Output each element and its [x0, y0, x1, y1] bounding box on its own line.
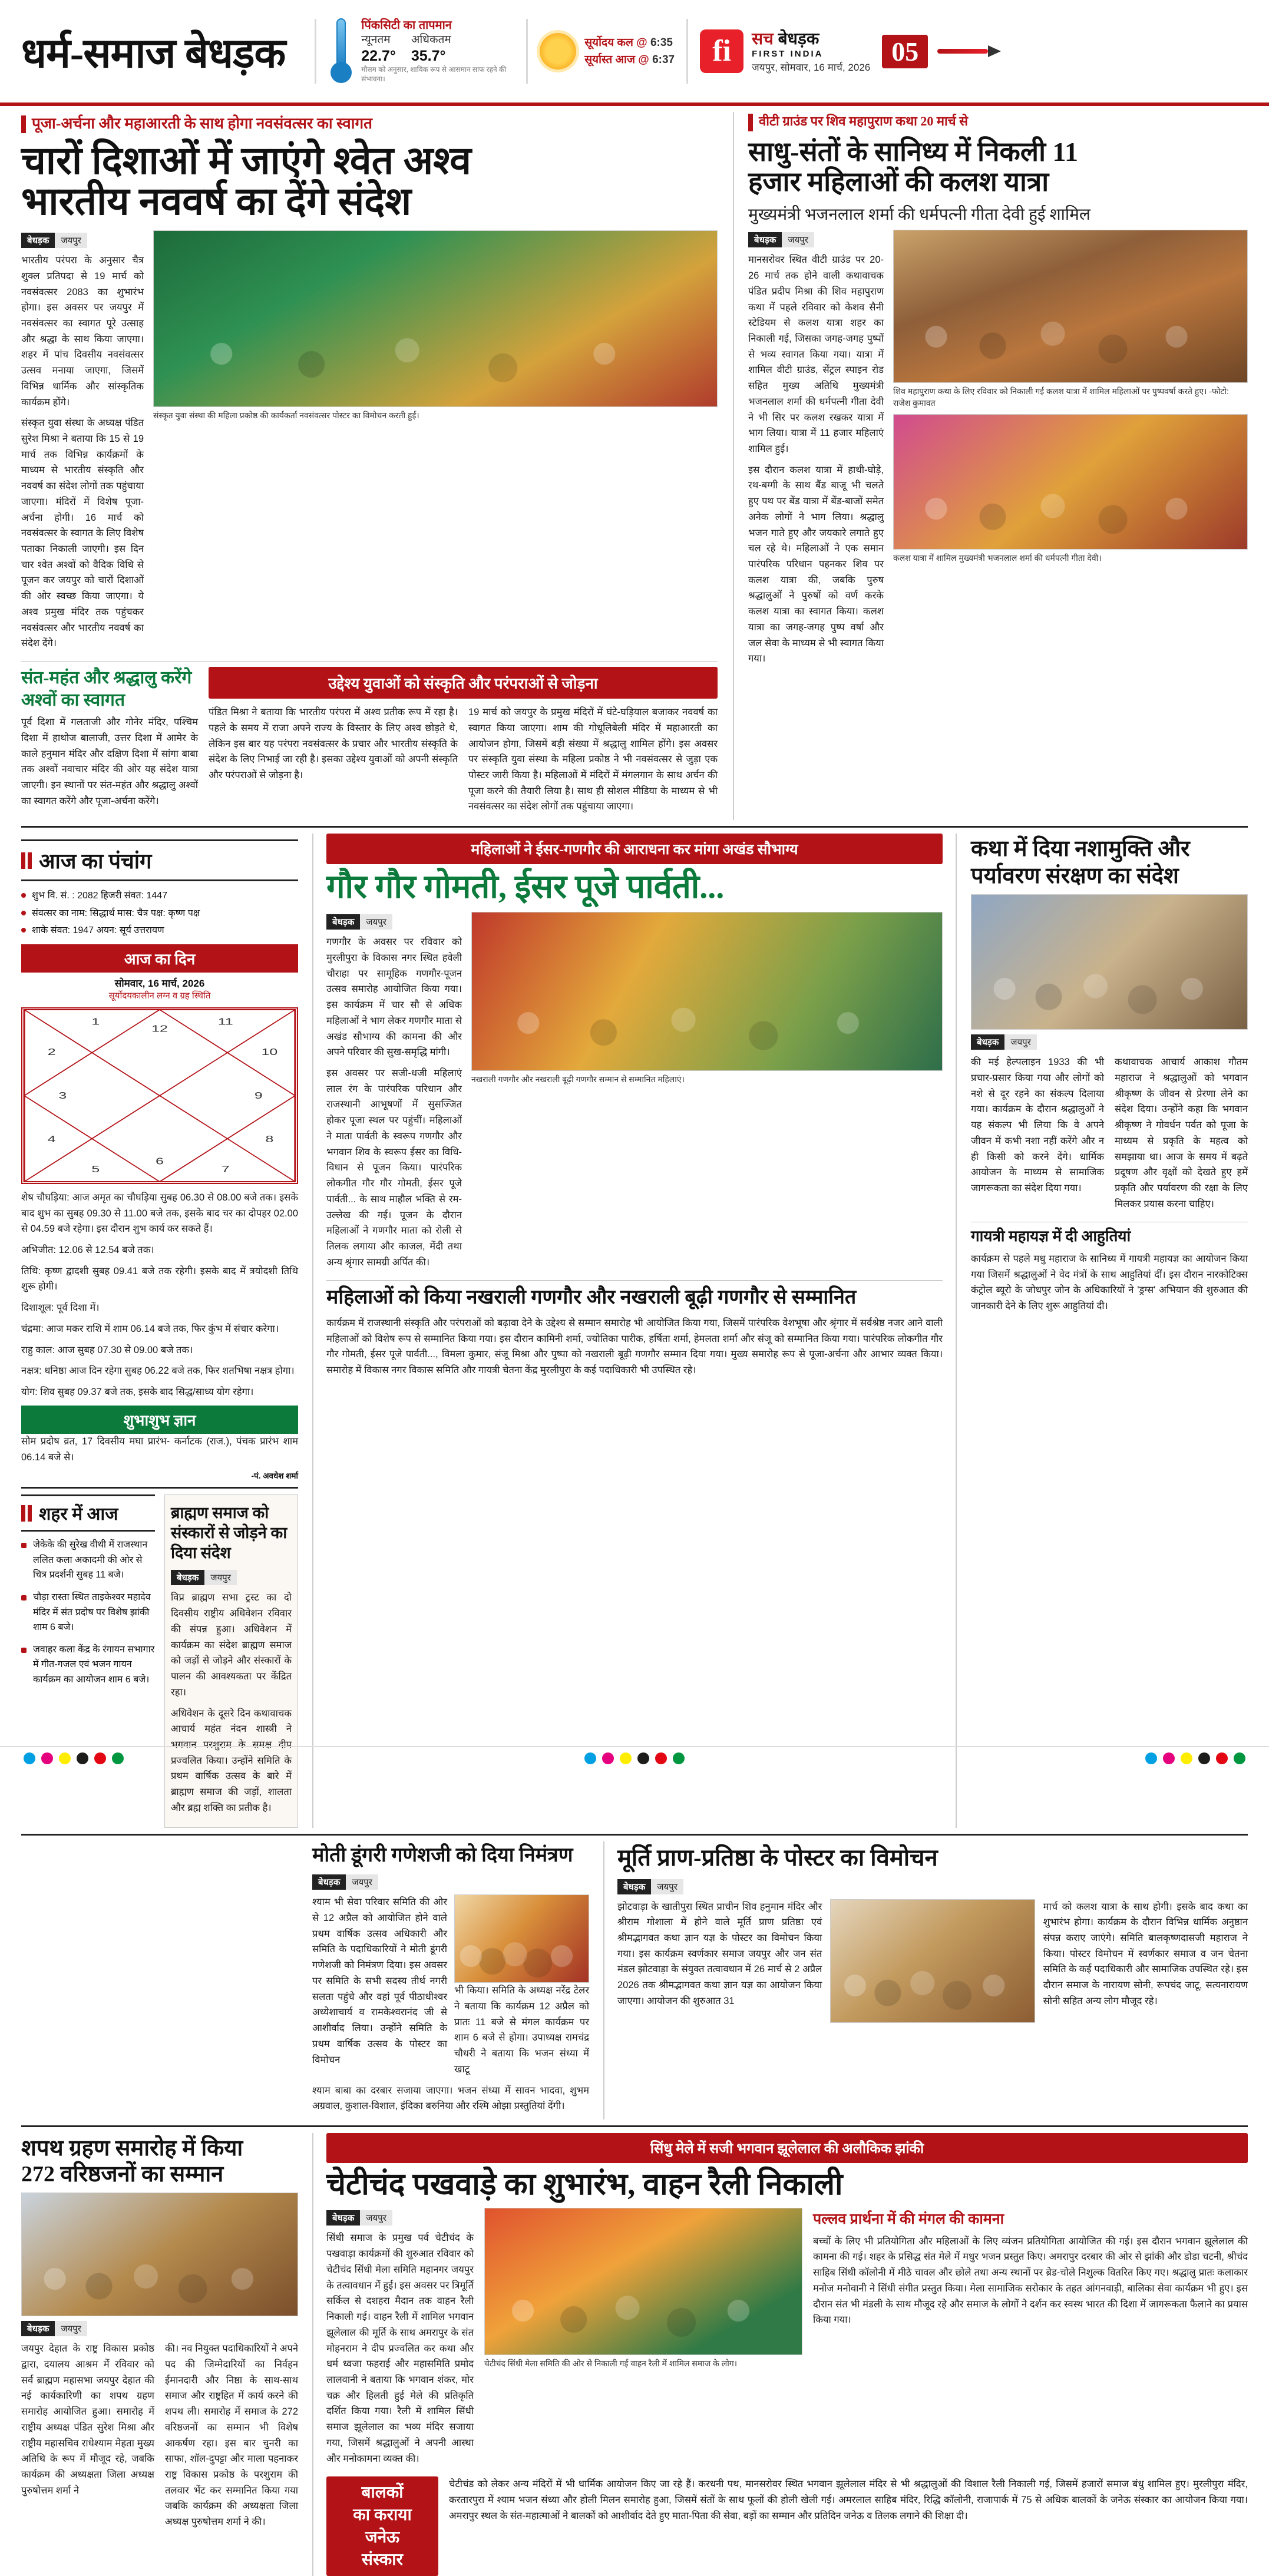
- katha-sub-headline: गायत्री महायज्ञ में दी आहुतियां: [971, 1228, 1131, 1245]
- byline: [171, 1570, 237, 1585]
- lead-left-kicker: पूजा-अर्चना और महाआरती के साथ होगा नवसंवत्सर का स्वागत: [32, 115, 372, 132]
- byline-source: बेधड़क: [748, 232, 782, 247]
- brahman-box: [164, 1494, 298, 1827]
- lead-left-headline-line2: भारतीय नववर्ष का देंगे संदेश: [21, 180, 412, 223]
- panchang-day-title: आज का दिन: [21, 944, 298, 973]
- byline-city: जयपुर: [1004, 1034, 1037, 1050]
- photo-kalash-yatra: [893, 230, 1248, 383]
- panchang-note: तिथि: कृष्ण द्वादशी सुबह 09.41 बजे तक रहेगी। इसके बाद में त्रयोदशी तिथि शुरू होगी।: [21, 1265, 298, 1292]
- svg-text:4: 4: [47, 1134, 56, 1145]
- photo-oath-ceremony: [21, 2193, 298, 2316]
- divider: [526, 19, 528, 84]
- brand-block: [700, 29, 870, 74]
- byline-source: बेधड़क: [326, 914, 360, 930]
- photo-murti-poster-release: [830, 1899, 1035, 2023]
- sun-times: [540, 33, 675, 70]
- panchang-items: [21, 887, 298, 940]
- byline-source: बेधड़क: [21, 233, 55, 248]
- byline: [312, 1874, 378, 1890]
- sunset-value: 6:37: [652, 54, 675, 66]
- list-item: जवाहर कला केंद्र के रंगायन सभागार में गीत-गजल एवं भजन गायन कार्यक्रम का आयोजन शाम 6 बजे।: [21, 1642, 155, 1688]
- pen-icon: [937, 43, 1002, 59]
- oath-col1: जयपुर देहात के राष्ट्र विकास प्रकोष्ठ द्वारा, दयालय आश्रम में रविवार को सर्व ब्राह्मण महासभा जयपुर देहात की नई कार्यकारिणी का शपथ ग्रहण समारोह आयोजित हुआ। समारोह में राष्ट्रीय अध्यक्ष पंडित सुरेश मिश्रा और राष्ट्रीय महासचिव राधेश्याम मेहता मुख्य अतिथि के रूप में मौजूद रहे, जबकि कार्यक्रम की अध्यक्षता जिला अध्यक्ष पुरुषोत्तम शर्मा ने: [21, 2343, 154, 2496]
- svg-text:9: 9: [254, 1090, 263, 1101]
- janeu-line2: का कराया: [353, 2506, 412, 2525]
- list-item: संवत्सर का नाम: सिद्धार्थ मास: चैत्र पक्ष: कृष्ण पक्ष: [21, 905, 298, 922]
- photo-caption: नखराली गणगौर और नखराली बूढ़ी गणगौर सम्मान से सम्मानित महिलाएं।: [471, 1074, 685, 1084]
- svg-text:2: 2: [47, 1047, 56, 1057]
- row-three: [312, 1841, 1248, 2120]
- brahman-para1: विप्र ब्राह्मण सभा ट्रस्ट का दो दिवसीय राष्ट्रीय अधिवेशन रविवार की संपन्न हुआ। अधिवेशन में कार्यक्रम का संदेश ब्राह्मण समाज को जड़ों से जोड़ने और संस्कारों के पालन की आवश्यकता पर केंद्रित रहा।: [171, 1592, 292, 1698]
- lead-story-right: [733, 112, 1248, 820]
- katha-story: [971, 834, 1248, 1827]
- lead-left-sub-headline: संत-महंत और श्रद्धालु करेंगे अश्वों का स्वागत: [21, 668, 192, 710]
- weather-widget: [328, 17, 514, 85]
- first-india-logo-icon: fi: [700, 29, 743, 73]
- sun-icon: [540, 33, 576, 70]
- moti-dungri-headline: मोती डूंगरी गणेशजी को दिया निमंत्रण: [312, 1844, 573, 1866]
- photo-geeta-devi: [893, 414, 1248, 550]
- photo-caption: कलश यात्रा में शामिल मुख्यमंत्री भजनलाल शर्मा की धर्मपत्नी गीता देवी।: [893, 553, 1102, 563]
- section-bars-icon: [21, 852, 32, 869]
- murti-headline: मूर्ति प्राण-प्रतिष्ठा के पोस्टर का विमोचन: [617, 1844, 938, 1871]
- city-today-header: [21, 1494, 155, 1532]
- lead-left-para2: संस्कृत युवा संस्था के अध्यक्ष पंडित सुरेश मिश्रा ने बताया कि 15 से 19 मार्च तक विभिन्न कार्यक्रमों के माध्यम से भारतीय संस्कृति और नववर्ष का संदेश लोगों तक पहुंचाया जाएगा। मंदिरों में विशेष पूजा-अर्चना होगी। 16 मार्च को नवसंवत्सर के स्वागत के लिए विशेष पताका निकाली जाएगी। इस दिन चार श्वेत अश्वों को वैदिक विधि से पूजन कर जयपुर को चारों दिशाओं की ओर स्वच्छ किया जाएगा। ये अश्व प्रमुख मंदिर तक पहुंचकर नवसंवत्सर और भारतीय नववर्ष का संदेश देंगे।: [21, 418, 144, 649]
- photo-caption: चेटीचंद सिंधी मेला समिति की ओर से निकाली गई वाहन रैली में शामिल समाज के लोग।: [484, 2359, 738, 2369]
- city-today-title: शहर में आज: [39, 1504, 118, 1525]
- gauri-sub-body: कार्यक्रम में राजस्थानी संस्कृति और परंपराओं को बढ़ावा देने के उद्देश्य से सम्मान समारोह भी आयोजित किया गया, जिसमें पारंपरिक वेशभूषा और श्रृंगार में सर्वश्रेष्ठ नजर आने वाली महिलाओं को विशेष रूप से सम्मानित किया गया। इस दौरान कामिनी शर्मा, ज्योतिका पारीक, हर्षिता शर्मा, हेमलता शर्मा और संजू को सम्मानित किया गया। पारंपरिक लोकगीत गौर गौर गोमती, ईसर पूजे पार्वती..., विमला कुमार, संजू मिश्रा और पुष्पा को नखराली बूढ़ी गणगौर सम्मान दिया गया। मुख्य समारोह रूप से पूजा-अर्चना और आभार व्यक्त किया। समारोह में विकास नगर विकास समिति और गायत्री चेतना केंद्र मुरलीपुरा के कई पदाधिकारी भी उपस्थित रहे।: [326, 1317, 943, 1376]
- sunset-label: सूर्यास्त आज @: [584, 54, 649, 66]
- row-middle: [21, 834, 1248, 1827]
- chetichand-col1: सिंधी समाज के प्रमुख पर्व चेटीचंद के पखवाड़ा कार्यक्रमों की शुरुआत रविवार को चेटीचंद सिंधी मेला समिति महानगर जयपुर के तत्वावधान में हुई। इस अवसर पर त्रिमूर्ति सर्किल से दशहरा मैदान तक वाहन रैली निकाली गई। वाहन रैली में शामिल भगवान झूलेलाल की मूर्ति के साथ अमरापुर के संत मोहनराम ने दीप प्रज्वलित कर कथा और धर्म ध्वजा फहराई और महासमिति प्रमोद लालवानी ने बताया कि भगवान शंकर, मोर चक्र और हिलती हुई मेले की प्रतिकृति दर्शित किया गया। रैली में शामिल सिंधी समाज झूलेलाल का भव्य मंदिर सजाया गया, जिसमें श्रद्धालुओं ने अपनी आस्था और मनोकामना व्यक्त की।: [326, 2233, 474, 2464]
- byline: [21, 233, 87, 248]
- brand-wordmark: FIRST INDIA: [752, 48, 824, 59]
- panchang-note: शेष चौघड़िया: आज अमृत का चौघड़िया सुबह 06.30 से 08.00 बजे तक। इसके बाद शुभ का सुबह 09.30 से 11.00 बजे तक, इसके बाद चर का दोपहर 02.00 से 04.59 बजे रहेगा। इस दौरान शुभ कार्य कर सकते हैं।: [21, 1192, 298, 1235]
- chetichand-side-body: चेटीचंड को लेकर अन्य मंदिरों में भी धार्मिक आयोजन किए जा रहे हैं। करधनी पथ, मानसरोवर स्थित भगवान झूलेलाल मंदिर से भी श्रद्धालुओं की विशाल रैली निकाली गई, जिसमें हजारों समाज बंधु शामिल हुए। मुरलीपुरा मंदिर, करतारपुरा में श्याम भजन संध्या और होली मिलन समारोह हुआ, जिसमें संतों के साथ फूलों की होली खेली गई। अमरलाल साहिब मंदिर, रिद्धि कॉलोनी, राजापार्क में 75 से अधिक बालकों के जनेऊ संस्कार का आयोजन किया गया। अमरापुर स्थल के संत-महात्माओं ने बालकों को आशीर्वाद देते हुए माता-पिता की सेवा, बड़ों का सम्मान और प्रतिदिन जनेऊ व तिलक लगाने की शिक्षा दी।: [449, 2479, 1248, 2521]
- list-item: चौड़ा रास्ता स्थित ताइकेश्वर महादेव मंदिर में संत प्रदोष पर विशेष झांकी शाम 6 बजे।: [21, 1590, 155, 1635]
- lead-right-para1: मानसरोवर स्थित वीटी ग्राउंड पर 20-26 मार्च तक होने वाली कथावाचक पंडित प्रदीप मिश्रा की शिव महापुराण कथा में पहले रविवार को केशव सैनी स्टेडियम से कलश यात्रा शहर का निकाली गई, जिसका जगह-जगह पुष्पों से भव्य स्वागत किया गया। यात्रा में शामिल वीटी ग्राउंड, सेंट्रल स्पाइन रोड सहित मुख्य अतिथि मुख्यमंत्री भजनलाल शर्मा की धर्मपत्नी गीता देवी ने भी सिर पर कलश रखकर यात्रा में भाग लिया। यात्रा में 11 हजार महिलाएं शामिल हुई।: [748, 254, 884, 454]
- byline-city: जयपुर: [651, 1879, 683, 1894]
- panchang-day-line2: सूर्योदयकालीन लग्न व ग्रह स्थिति: [108, 990, 211, 1001]
- lead-right-headline-line2: हजार महिलाओं की कलश यात्रा: [748, 167, 1049, 197]
- sunrise-label: सूर्योदय कल @: [584, 36, 647, 49]
- moti-dungri-col2: भी किया। समिति के अध्यक्ष नरेंद्र टेलर ने बताया कि कार्यक्रम 12 अप्रैल को प्रातः 11 बजे से मंगल कार्यक्रम पर शाम 6 बजे से होगा। उपाध्यक्ष रामचंद्र चौधरी ने बताया कि भजन संध्या में खाटू: [454, 1985, 589, 2075]
- panchang-day-line1: सोमवार, 16 मार्च, 2026: [114, 977, 205, 989]
- byline-city: जयपुर: [360, 2210, 392, 2226]
- photo-navsamvatsar-poster: [153, 230, 718, 407]
- lead-right-headline-line1: साधु-संतों के सानिध्य में निकली 11: [748, 137, 1078, 167]
- janeu-line4: संस्कार: [361, 2550, 404, 2569]
- lead-story-left: [21, 112, 718, 820]
- lead-left-redbox: उद्देश्य युवाओं को संस्कृति और परंपराओं से जोड़ना: [209, 667, 718, 699]
- list-item: शाके संवत: 1947 अयन: सूर्य उत्तरायण: [21, 922, 298, 940]
- gauri-kicker: महिलाओं ने ईसर-गणगौर की आराधना कर मांगा अखंड सौभाग्य: [326, 834, 943, 864]
- byline: [971, 1034, 1037, 1050]
- divider: [315, 19, 316, 84]
- row-lead: [21, 112, 1248, 820]
- temp-max-label: अधिकतम: [411, 34, 451, 47]
- oath-headline-line2: 272 वरिष्ठजनों का सम्मान: [21, 2161, 224, 2187]
- lead-right-subhead: मुख्यमंत्री भजनलाल शर्मा की धर्मपत्नी गीता देवी हुई शामिल: [748, 206, 1090, 224]
- lead-left-sub-right-1: पंडित मिश्रा ने बताया कि भारतीय परंपरा में अश्व प्रतीक रूप में रहा है। पहले के समय में राजा अपने राज्य के विस्तार के लिए अश्व छोड़ते थे, लेकिन इस बार यह परंपरा नवसंवत्सर के प्रचार और भारतीय संस्कृति के संदेश के लिए निभाई जा रही है। इसका उद्देश्य युवाओं को अपनी संस्कृति और परंपराओं से जोड़ना है।: [209, 707, 458, 781]
- city-and-brahman: [21, 1494, 298, 1827]
- svg-text:3: 3: [58, 1090, 67, 1101]
- pallav-headline: पल्लव प्रार्थना में की मंगल की कामना: [813, 2211, 1004, 2228]
- oath-headline-line1: शपथ ग्रहण समारोह में किया: [21, 2136, 243, 2161]
- byline: [21, 2321, 87, 2336]
- byline-city: जयपुर: [55, 233, 87, 248]
- cmyk-dots-left: [24, 1752, 124, 1764]
- moti-dungri-story: [312, 1841, 589, 2120]
- oath-col2: की। नव नियुक्त पदाधिकारियों ने अपने पद की जिम्मेदारियों का निर्वहन ईमानदारी और निष्ठा के साथ-साथ समाज और राष्ट्रहित में कार्य करने की शपथ ली। समारोह में समाज के 272 वरिष्ठजनों का सम्मान भी विशेष आकर्षण रहा। इस बार चुनरी का साफा, शॉल-दुपट्टा और माला पहनाकर राष्ट्र विकास प्रकोष्ठ के परशुराम की तलवार भेंट कर सम्मानित किया गया जबकि कार्यक्रम की अध्यक्षता जिला अध्यक्ष पुरुषोत्तम शर्मा ने की।: [165, 2343, 298, 2528]
- temp-max-value: 35.7°: [411, 48, 446, 65]
- kundli-chart: [21, 1007, 298, 1184]
- panchang-column: [21, 834, 298, 1827]
- photo-caption: संस्कृत युवा संस्था की महिला प्रकोष्ठ की कार्यकर्ता नवसंवत्सर पोस्टर का विमोचन करती हुई।: [153, 411, 419, 421]
- janeu-line3: जनेऊ: [365, 2528, 400, 2547]
- weather-label: पिंकसिटी का तापमान: [361, 19, 452, 32]
- panchang-note: चंद्रमा: आज मकर राशि में शाम 06.14 बजे तक, फिर कुंभ में संचार करेगा।: [21, 1323, 279, 1334]
- katha-sub-body: कार्यक्रम से पहले मधु महाराज के सानिध्य में गायत्री महायज्ञ का आयोजन किया गया जिसमें श्रद्धालुओं ने वेद मंत्रों के साथ आहुतियां दीं। इस दौरान नारकोटिक्स कंट्रोल ब्यूरो के जोधपुर जोन के अधिकारियों ने 'ड्रग्स' अभियान की शुरुआत की जानकारी देने के लिए शुरू आहुतियां दी।: [971, 1253, 1248, 1312]
- lead-right-para2: इस दौरान कलश यात्रा में हाथी-घोड़े, रथ-बग्गी के साथ बैंड बाजू भी चलते हुए पथ पर बेंड यात्रा में बेंड-बाजों समेत अनेक लोगों ने भाग लिया। श्रद्धालु भजन गाते हुए और जयकारे लगाते हुए चल रहे थे। महिलाओं ने एक समान पारंपरिक परिधान पहनकर शिव पर कलश यात्रा की, जबकि पुरुष श्रद्धालुओं ने पुरुषों को वर्ण करके कलश यात्रा का स्वागत किया। कलश यात्रा का जगह-जगह पुष्प वर्षा और जल सेवा के माध्यम से भी स्वागत किया गया।: [748, 464, 884, 664]
- masthead: [0, 0, 1269, 106]
- byline-city: जयपुर: [782, 232, 814, 247]
- byline: [326, 2210, 392, 2226]
- photo-moti-dungri-poster: [454, 1894, 589, 1983]
- temp-min-value: 22.7°: [361, 48, 396, 65]
- svg-text:1: 1: [91, 1016, 100, 1027]
- gyan-credit: -पं. अवधेश शर्मा: [251, 1471, 298, 1481]
- brahman-para2: अधिवेशन के दूसरे दिन कथावाचक आचार्य महंत नंदन शास्त्री ने भगवान परशुराम के समक्ष दीप प्रज्वलित किया। उन्होंने समिति के प्रथम वार्षिक उत्सव के बारे में ब्राह्मण समाज की जड़ों, शालता और ब्रह्म शक्ति का प्रतीक है।: [171, 1708, 292, 1813]
- lead-left-headline-line1: चारों दिशाओं में जाएंगे श्वेत अश्व: [21, 140, 471, 183]
- katha-col1: की मई हेल्पलाइन 1933 की भी प्रचार-प्रसार किया गया और लोगों को नशे से दूर रहने का संकल्प दिलाया गया। कार्यक्रम के दौरान श्रद्धालुओं ने यह संकल्प भी लिया कि वे अपने जीवन में कभी नशा नहीं करेंगे और न ही किसी को करने देंगे। धार्मिक आयोजन के माध्यम से सामाजिक जागरूकता का संदेश दिया गया।: [971, 1057, 1104, 1194]
- list-item: जेकेके की सुरेख वीथी में राजस्थान ललित कला अकादमी की ओर से चित्र प्रदर्शनी सुबह 11 बजे।: [21, 1537, 155, 1583]
- page-footer: [0, 1746, 1269, 1770]
- list-item: शुभ वि. सं. : 2082 हिजरी संवत: 1447: [21, 887, 298, 905]
- gyan-text: सोम प्रदोष व्रत, 17 दिवसीय मघा प्रारंभ- कर्नाटक (राज.), पंचक प्रारंभ शाम 06.14 बजे से।: [21, 1436, 298, 1463]
- panchang-note: राहु काल: आज सुबह 07.30 से 09.00 बजे तक।: [21, 1344, 193, 1355]
- moti-dungri-col3: श्याम बाबा का दरबार सजाया जाएगा। भजन संध्या में सावन भादवा, शुभम अग्रवाल, कुशाल-विशाल, इंदिका बरुनिया और रश्मि ओझा प्रस्तुतियां देंगी।: [312, 2085, 589, 2112]
- cmyk-dots-center: [584, 1752, 685, 1764]
- byline-source: बेधड़क: [21, 2321, 55, 2336]
- dateline: जयपुर, सोमवार, 16 मार्च, 2026: [752, 61, 871, 73]
- byline-source: बेधड़क: [326, 2210, 360, 2226]
- panchang-note: नक्षत्र: धनिष्ठा आज दिन रहेगा सुबह 06.22 बजे तक, फिर शतभिषा नक्षत्र होगा।: [21, 1365, 295, 1377]
- byline: [617, 1879, 683, 1894]
- byline-city: जयपुर: [346, 1874, 378, 1890]
- lead-left-para1: भारतीय परंपरा के अनुसार चैत्र शुक्ल प्रतिपदा से 19 मार्च को नवसंवत्सर 2083 का शुभारंभ होगा। इस अवसर पर जयपुर में नवसंवत्सर का स्वागत पूरे उत्साह और श्रद्धा के साथ किया जाएगा। शहर में पांच दिवसीय नवसंवत्सर उत्सव मनाया जाएगा, जिसमें विभिन्न धार्मिक और सांस्कृतिक कार्यक्रम होंगे।: [21, 255, 144, 408]
- page-body: [0, 106, 1269, 2576]
- svg-text:12: 12: [151, 1023, 168, 1034]
- panchang-note: दिशाशूल: पूर्व दिशा में।: [21, 1302, 100, 1314]
- byline: [326, 914, 392, 930]
- city-today-list: [21, 1537, 155, 1687]
- lead-left-sub-right-2: 19 मार्च को जयपुर के प्रमुख मंदिरों में घंटे-घड़ियाल बजाकर नववर्ष का स्वागत किया जाएगा। शाम की गोधूलिबेली मंदिर में महाआरती का आयोजन होगा, जिसमें बड़ी संख्या में श्रद्धालु शामिल होंगे। इस अवसर पर संस्कृति युवा संस्था के महिला प्रकोष्ठ ने भी नवसंवत्सर से जुड़ा एक पोस्टर जारी किया है। महिलाओं में मंदिरों में मंगलगान के साथ अर्चन की पूजा करने की तैयारी लिया है। साथ ही सोशल मीडिया के माध्यम से भी नवसंवत्सर का संदेश लोगों तक पहुंचाया जाएगा।: [468, 707, 718, 812]
- panchang-title: आज का पंचांग: [39, 849, 152, 874]
- murti-col1: झोटवाड़ा के खातीपुरा स्थित प्राचीन शिव हनुमान मंदिर और श्रीराम गोशाला में होने वाले मूर्ति प्राण प्रतिष्ठा एवं श्रीमद्भागवत कथा ज्ञान यज्ञ के पोस्टर का विमोचन किया गया। इस कार्यक्रम स्वर्णकार समाज जयपुर और जन संत मंडल झोटवाड़ा के संयुक्त तत्वावधान में 26 मार्च से 2 अप्रैल 2026 तक श्रीमद्भागवत कथा ज्ञान यज्ञ का आयोजन किया जाएगा। आयोजन की शुरुआत 31: [617, 1901, 822, 2006]
- byline-source: बेधड़क: [171, 1570, 204, 1585]
- byline-city: जयपुर: [204, 1570, 237, 1585]
- masthead-title: धर्म-समाज बेधड़क: [21, 31, 286, 77]
- moti-dungri-col1: श्याम भी सेवा परिवार समिति की ओर से 12 अप्रैल को आयोजित होने वाले प्रथम वार्षिक उत्सव अधिकारी और समिति के पदाधिकारियों ने मोती डूंगरी गणेशजी को निमंत्रण दिया। इस अवसर पर समिति के सभी सदस्य तीर्थ नगरी सलता पहुंचे और वहां पूर्व पीठाधीश्वर अध्येशाचार्य व रामकेश्वरानंद जी से आशीर्वाद लिया। उन्होंने समिति के प्रथम वार्षिक उत्सव के पोस्टर का विमोचन: [312, 1897, 447, 2065]
- svg-text:11: 11: [217, 1016, 233, 1027]
- janeu-side-box: [326, 2476, 438, 2576]
- byline-city: जयपुर: [360, 914, 392, 930]
- gauri-sub-headline: महिलाओं को किया नखराली गणगौर और नखराली बूढ़ी गणगौर से सम्मानित: [326, 1287, 857, 1309]
- page-number: 05: [882, 35, 928, 68]
- svg-text:10: 10: [261, 1047, 278, 1057]
- svg-text:5: 5: [91, 1164, 100, 1175]
- chetichand-story: [312, 2133, 1248, 2576]
- brand-name-2: बेधड़क: [778, 29, 819, 48]
- brand-name-1: सच: [752, 29, 774, 48]
- photo-vehicle-rally: [484, 2208, 802, 2355]
- lead-right-kicker: वीटी ग्राउंड पर शिव महापुराण कथा 20 मार्च से: [759, 114, 969, 128]
- cmyk-dots-right: [1145, 1752, 1245, 1764]
- gauri-para1: गणगौर के अवसर पर रविवार को मुरलीपुरा के विकास नगर स्थित हवेली चौराहा पर सामूहिक गणगौर-पूजन उत्सव समारोह आयोजित किया गया। इस कार्यक्रम में चार सौ से अधिक महिलाओं ने भाग लेकर गणगौर माता से अखंड सौभाग्य की कामना की और अपने परिवार की सुख-समृद्धि मांगी।: [326, 937, 462, 1058]
- lead-left-sub-body: पूर्व दिशा में गलताजी और गोनेर मंदिर, पश्चिम दिशा में हाथोज बालाजी, उत्तर दिशा में आमेर के काले हनुमान मंदिर और दक्षिण दिशा में सांगा बाबा तक अश्वों नवाचार मंदिर की ओर यह संदेश यात्रा जाएगी। इन स्थानों पर संत-महंत और श्रद्धालु अश्वों का स्वागत करेंगे और पूजा-अर्चना करेंगे।: [21, 717, 198, 806]
- panchang-note: योग: शिव सुबह 09.37 बजे तक, इसके बाद सिद्ध/साध्य योग रहेगा।: [21, 1387, 254, 1398]
- janeu-line1: बालकों: [361, 2484, 404, 2502]
- murti-col2: मार्च को कलश यात्रा के साथ होगी। इसके बाद कथा का शुभारंभ होगा। कार्यक्रम के दौरान विभिन्न धार्मिक अनुष्ठान संपन्न कराए जाएंगे। समिति बालकृष्णदासजी महाराज ने किया। पोस्टर विमोचन में स्वर्णकार समाज व जन चेतना समिति के कई पदाधिकारी और सामाजिक उपस्थित रहे। इस दौरान समाज के नारायण सोनी, रूपचंद जाटू, सत्यनारायण सोनी सहित अन्य लोग मौजूद रहे।: [1043, 1901, 1248, 2006]
- byline-source: बेधड़क: [617, 1879, 651, 1894]
- gauri-story: [312, 834, 957, 1827]
- sunrise-value: 6:35: [650, 36, 673, 49]
- chetichand-headline: चेटीचंद पखवाड़े का शुभारंभ, वाहन रैली निकाली: [326, 2168, 843, 2202]
- katha-col2: कथावाचक आचार्य आकाश गौतम महाराज ने श्रद्धालुओं को भगवान श्रीकृष्ण के जीवन से प्रेरणा लेने का संदेश दिया। उन्होंने कहा कि भगवान श्रीकृष्ण ने गोवर्धन पर्वत को पूजा के माध्यम से प्रकृति के महत्व को समझाया था। आज के समय में बढ़ते प्रदूषण और वृक्षों को देखते हुए हमें प्रकृति और पर्यावरण की रक्षा के लिए मिलकर प्रयास करना चाहिए।: [1115, 1057, 1248, 1209]
- thermometer-icon: [328, 17, 354, 85]
- byline: [748, 232, 814, 247]
- photo-caption: शिव महापुराण कथा के लिए रविवार को निकाली गई कलश यात्रा में शामिल महिलाओं पर पुष्पवर्षा करते हुए। -फोटो: राजेश कुमावत: [893, 386, 1229, 408]
- svg-text:8: 8: [265, 1134, 274, 1145]
- svg-text:6: 6: [156, 1156, 164, 1167]
- panchang-section-header: [21, 839, 298, 881]
- svg-text:7: 7: [221, 1164, 230, 1175]
- row-four: [21, 2133, 1248, 2576]
- brahman-headline: ब्राह्मण समाज को संस्कारों से जोड़ने का दिया संदेश: [171, 1504, 287, 1562]
- gauri-para2: इस अवसर पर सजी-धजी महिलाएं लाल रंग के पारंपरिक परिधान और राजस्थानी आभूषणों में सुसज्जित होकर पूजा स्थल पर पहुंचीं। महिलाओं ने माता पार्वती के स्वरूप गणगौर और भगवान शिव के स्वरूप ईसर का विधि-विधान से पूजन किया। पारंपरिक लोकगीत गौर गौर गोमती, ईसर पूजे पार्वती... के साथ माहौल भक्ति से रम-उल्लेख की गई। पूजन के दौरान महिलाओं ने गणगौर माता को रोली से तिलक लगाया और काजल, मेंदी तथा अन्य श्रृंगार सामग्री अर्पित की।: [326, 1068, 462, 1268]
- panchang-notes: [21, 1190, 298, 1400]
- pallav-body: बच्चों के लिए भी प्रतियोगिता और महिलाओं के लिए व्यंजन प्रतियोगिता आयोजित की गई। इस दौरान भगवान झूलेलाल की कामना की गई। शहर के प्रसिद्ध संत मेले में मधुर भजन प्रस्तुत किए। अमरापुर दरबार की ओर से झांकी और डोडा चटनी, श्रीचंद साहिब सिंधी कॉलोनी में मीठे चावल और छोले तथा अन्य स्थानों पर ब्रेड-चोले निशुल्क वितरित किए गए। श्रद्धालु प्रातः कलाकार मनोज मनोवानी ने सिंधी संगीत प्रस्तुत किया। मेला सामाजिक सरोकार के तहत आंगनवाड़ी, बालिका सेवा कार्यक्रम भी हुए। इस दौरान संत भी मंडली के साथ मौजूद रहे और समाज के लोगों ने दर्शन कर स्वस्थ भारत की दिशा में जागरूकता फैलाने का प्रयास किया गया।: [813, 2236, 1248, 2326]
- katha-headline: कथा में दिया नशामुक्ति और पर्यावरण संरक्षण का संदेश: [971, 836, 1190, 888]
- byline-city: जयपुर: [55, 2321, 87, 2336]
- photo-gangaur-women: [471, 912, 943, 1071]
- byline-source: बेधड़क: [312, 1874, 346, 1890]
- panchang-note: अभिजीत: 12.06 से 12.54 बजे तक।: [21, 1245, 154, 1256]
- divider: [686, 19, 688, 84]
- gauri-headline: गौर गौर गोमती, ईसर पूजे पार्वती...: [326, 869, 725, 906]
- gyan-title: शुभाशुभ ज्ञान: [21, 1406, 298, 1434]
- section-bars-icon: [21, 1505, 32, 1522]
- oath-story: [21, 2133, 298, 2576]
- murti-story: [603, 1841, 1248, 2120]
- weather-note: मौसम को अनुसार, शायिक रूप से आसमान साफ रहने की संभावना।: [361, 65, 507, 83]
- temp-min-label: न्यूनतम: [361, 34, 391, 47]
- chetichand-redbox: सिंधु मेले में सजी भगवान झूलेलाल की अलौकिक झांकी: [326, 2133, 1248, 2163]
- byline-source: बेधड़क: [971, 1034, 1004, 1050]
- photo-katha-group: [971, 894, 1248, 1030]
